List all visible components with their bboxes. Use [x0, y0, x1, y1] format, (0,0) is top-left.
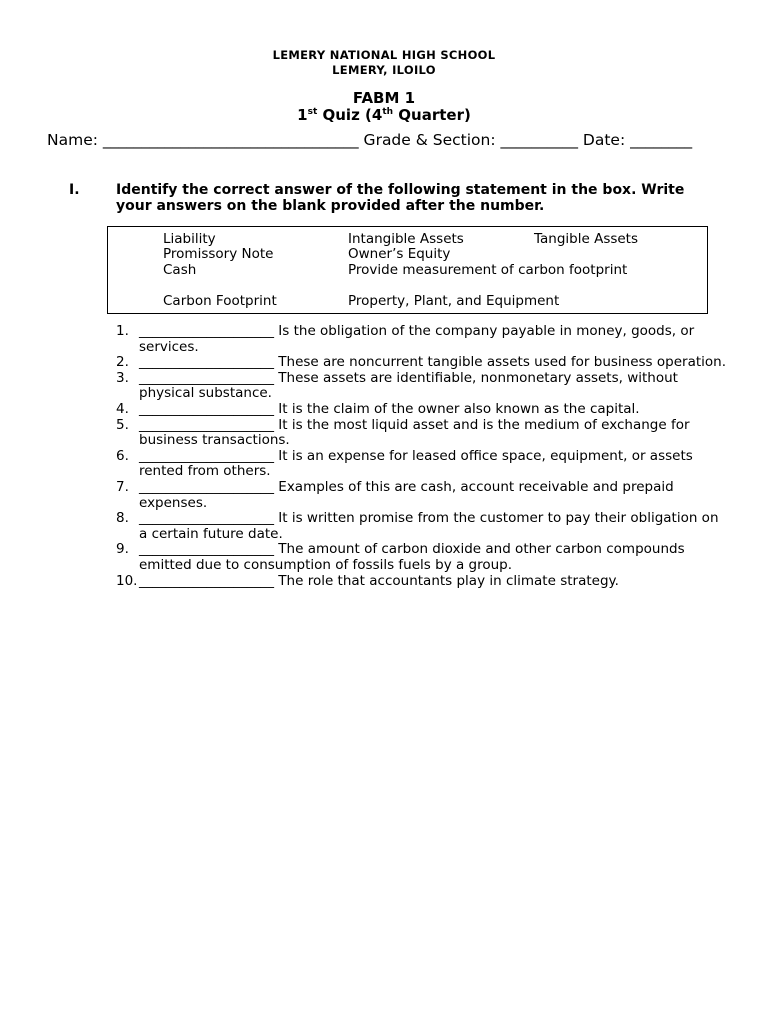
question-text: ____________________ These are noncurrent tangible assets used for business operation.	[139, 354, 726, 371]
choice-item: Carbon Footprint	[163, 293, 277, 309]
question-text: ____________________ It is an expense for leased office space, equipment, or assets rented from others.	[139, 447, 693, 480]
question-item	[116, 511, 726, 542]
question-number: 9.	[116, 541, 129, 558]
choice-item: Promissory Note	[163, 246, 274, 262]
question-number: 1.	[116, 323, 129, 339]
question-text: ____________________ The amount of carbon dioxide and other carbon compounds emitted due to consumption of fossils fuels by a group.	[139, 541, 685, 573]
quarter-suffix: th	[382, 107, 394, 117]
choice-item: Intangible Assets	[348, 231, 464, 247]
choice-item: Provide measurement of carbon footprint	[348, 262, 628, 278]
quiz-title-middle: Quiz (4	[317, 106, 383, 124]
question-item	[116, 574, 726, 590]
question-item	[116, 371, 726, 402]
question-text: ____________________ Examples of this are cash, account receivable and prepaid expenses.	[139, 478, 674, 511]
question-text: ____________________ These assets are identifiable, nonmonetary assets, without physical substance.	[139, 369, 678, 402]
question-number: 6.	[116, 447, 129, 464]
school-location: LEMERY, ILOILO	[332, 63, 436, 77]
question-text: ____________________ Is the obligation of the company payable in money, goods, or services.	[139, 323, 695, 355]
question-number: 7.	[116, 478, 129, 495]
question-number: 3.	[116, 369, 129, 386]
question-item	[116, 355, 726, 371]
choice-item: Liability	[163, 231, 216, 247]
question-list	[116, 324, 726, 589]
quiz-number-suffix: st	[307, 107, 318, 117]
quiz-number: 1	[297, 106, 308, 124]
question-item	[116, 402, 726, 418]
question-number: 4.	[116, 400, 129, 417]
choice-item: Owner’s Equity	[348, 246, 451, 262]
section-number: I.	[69, 182, 80, 198]
question-number: 2.	[116, 354, 129, 371]
choice-item: Cash	[163, 262, 197, 278]
quiz-title	[0, 106, 768, 124]
question-text: ____________________ It is written promise from the customer to pay their obligation on a certain future date.	[139, 510, 719, 542]
question-item	[116, 449, 726, 480]
question-text: ____________________ It is the claim of the owner also known as the capital.	[139, 400, 640, 417]
student-info-line: Name: _________________________________ Grade & Section: __________ Date: ________	[47, 131, 693, 149]
question-text: ____________________ The role that accountants play in climate strategy.	[139, 572, 619, 589]
answer-choices-box	[107, 226, 708, 314]
question-item	[116, 480, 726, 511]
quiz-title-end: Quarter)	[393, 106, 471, 124]
choice-item: Property, Plant, and Equipment	[348, 293, 560, 309]
question-item	[116, 542, 726, 573]
question-number: 5.	[116, 416, 129, 433]
subject-title: FABM 1	[352, 89, 416, 107]
question-text: ____________________ It is the most liquid asset and is the medium of exchange for business transactions.	[139, 416, 690, 449]
choice-item: Tangible Assets	[534, 231, 639, 247]
section-instruction: Identify the correct answer of the following statement in the box. Write your answers on the blank provided after the number.	[116, 182, 685, 214]
question-item	[116, 418, 726, 449]
question-number: 10.	[116, 572, 138, 589]
school-name: LEMERY NATIONAL HIGH SCHOOL	[272, 48, 496, 62]
question-item	[116, 324, 726, 355]
question-number: 8.	[116, 510, 129, 527]
